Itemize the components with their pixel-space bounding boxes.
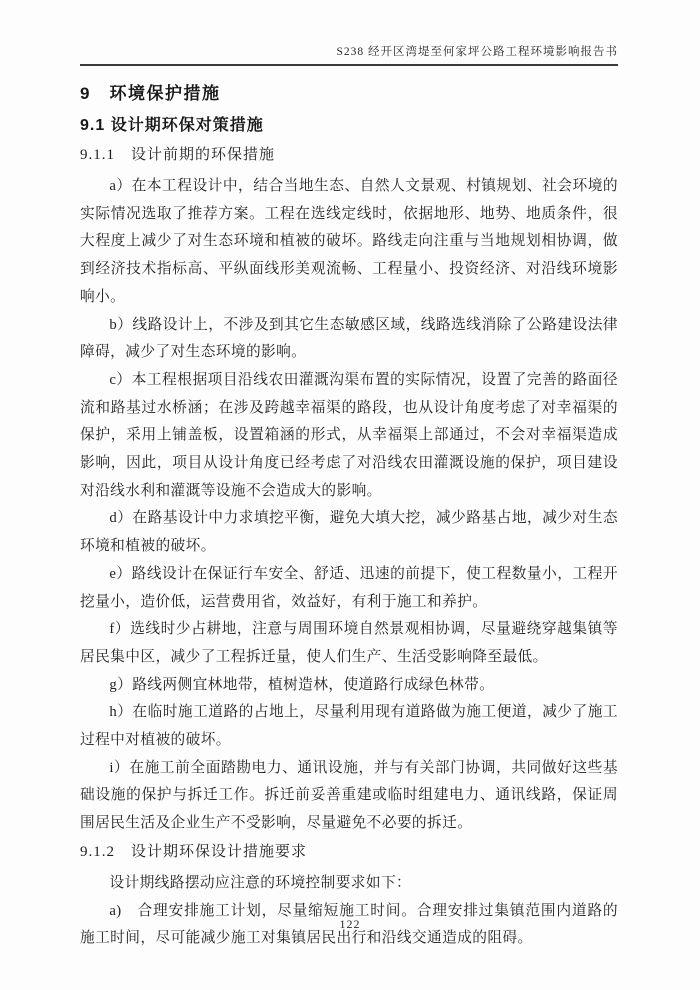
body-paragraph-a: a）在本工程设计中，结合当地生态、自然人文景观、村镇规划、社会环境的实际情况选取了推荐方案。工程在选线定线时，依据地形、地势、地质条件，很大程度上减少了对生态环境和植被的破坏。路线走向注重与当地规划相协调，做到经济技术指标高、平纵面线形美观流畅、工程量小、投资经济、对沿线环境影响小。 <box>80 178 618 305</box>
body-paragraph-e: e）路线设计在保证行车安全、舒适、迅速的前提下，使工程数量小，工程开挖量小，造价低，运营费用省，效益好，有利于施工和养护。 <box>80 565 618 610</box>
section-heading: 9.1 设计期环保对策措施 <box>80 117 264 134</box>
intro-paragraph: 设计期线路摆动应注意的环境控制要求如下： <box>109 874 412 891</box>
page-footer <box>0 917 700 932</box>
body-paragraph-f: f）选线时少占耕地，注意与周围环境自然景观相协调，尽量避绕穿越集镇等居民集中区，减少了工程拆迁量，使人们生产、生活受影响降至最低。 <box>80 621 618 665</box>
subsection-heading-9-1-1: 9.1.1 设计前期的环保措施 <box>80 147 276 163</box>
body-paragraph-i: i）在施工前全面踏勘电力、通讯设施，并与有关部门协调，共同做好这些基础设施的保护与拆迁工作。拆迁前妥善重建或临时组建电力、通讯线路，保证周围居民生活及企业生产不受影响，尽量避免不必要的拆迁。 <box>80 759 618 832</box>
body-paragraph-h: h）在临时施工道路的占地上，尽量利用现有道路做为施工便道，减少了施工过程中对植被的破坏。 <box>80 704 618 749</box>
page-content <box>80 84 618 953</box>
page-number: 122 <box>339 917 361 931</box>
chapter-heading: 9 环境保护措施 <box>80 84 221 103</box>
body-paragraph-d: d）在路基设计中力求填挖平衡，避免大填大挖，减少路基占地，减少对生态环境和植被的破坏。 <box>80 510 618 555</box>
subsection-heading-9-1-2: 9.1.2 设计期环保设计措施要求 <box>80 843 308 860</box>
page-header-title: S238 经开区湾堤至何家坪公路工程环境影响报告书 <box>80 43 618 66</box>
body-paragraph-2a: a) 合理安排施工计划，尽量缩短施工时间。合理安排过集镇范围内道路的施工时间，尽可能减少施工对集镇居民出行和沿线交通造成的阻碍。 <box>80 902 618 947</box>
body-paragraph-b: b）线路设计上，不涉及到其它生态敏感区域，线路选线消除了公路建设法律障碍，减少了对生态环境的影响。 <box>80 316 618 361</box>
body-paragraph-g: g）路线两侧宜林地带，植树造林，使道路行成绿色林带。 <box>109 676 495 693</box>
body-paragraph-c: c）本工程根据项目沿线农田灌溉沟渠布置的实际情况，设置了完善的路面径流和路基过水桥涵；在涉及跨越幸福渠的路段，也从设计角度考虑了对幸福渠的保护，采用上铺盖板，设置箱涵的形式，从幸福渠上部通过，不会对幸福渠造成影响，因此，项目从设计角度已经考虑了对沿线农田灌溉设施的保护，项目建设对沿线水利和灌溉等设施不会造成大的影响。 <box>80 371 618 499</box>
